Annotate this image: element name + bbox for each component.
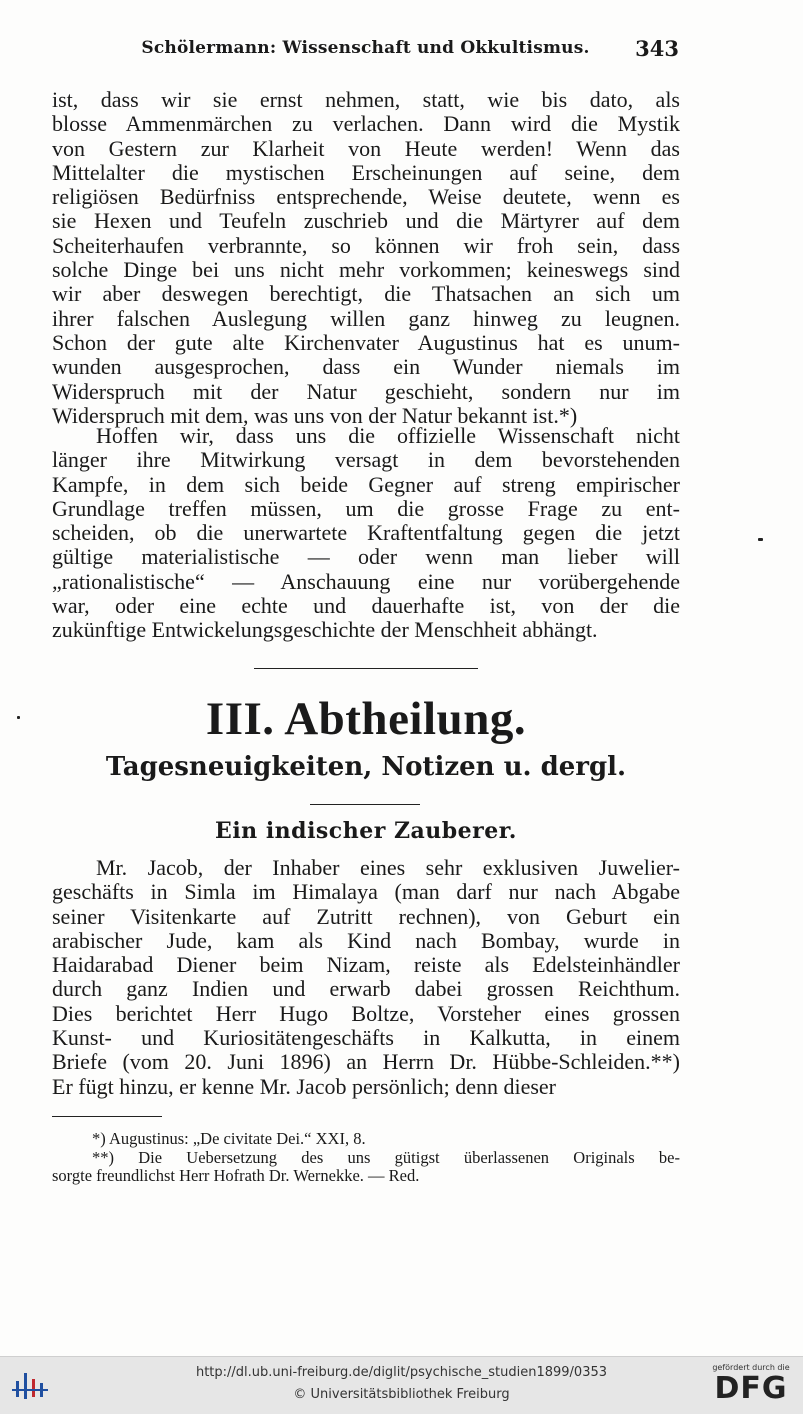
text-line: Hoffen wir, dass uns die offizielle Wissenschaft nicht xyxy=(96,423,680,448)
text-line: zukünftige Entwickelungsgeschichte der Menschheit abhängt. xyxy=(52,617,598,643)
text-line: länger ihre Mitwirkung versagt in dem bevorstehenden xyxy=(52,447,680,473)
text-line: arabischer Jude, kam als Kind nach Bombay, wurde in xyxy=(52,927,680,953)
text-line: blosse Ammenmärchen zu verlachen. Dann wird die Mystik xyxy=(52,111,680,137)
permalink-url[interactable]: http://dl.ub.uni-freiburg.de/diglit/psychische_studien1899/0353 xyxy=(195,1365,608,1380)
text-line: Scheiterhaufen verbrannte, so können wir froh sein, dass xyxy=(52,232,680,258)
text-line: Briefe (vom 20. Juni 1896) an Herrn Dr. Hübbe-Schleiden.**) xyxy=(52,1049,680,1075)
article-title: Ein indischer Zauberer. xyxy=(215,818,517,844)
text-line: durch ganz Indien und erwarb dabei grossen Reichthum. xyxy=(52,976,680,1002)
text-line: Kampfe, in dem sich beide Gegner auf streng empirischer xyxy=(52,471,680,497)
text-line: religiösen Bedürfniss entsprechende, Weise deutete, wenn es xyxy=(52,184,680,210)
footnotes xyxy=(52,1130,680,1186)
text-line: wir aber deswegen berechtigt, die Thatsachen an sich um xyxy=(52,281,680,307)
text-line: ist, dass wir sie ernst nehmen, statt, wie bis dato, als xyxy=(52,87,680,112)
subsection-divider xyxy=(310,804,420,805)
text-line: ihrer falschen Auslegung willen ganz hinweg zu leugnen. xyxy=(52,305,680,331)
text-line: Mittelalter die mystischen Erscheinungen auf seine, dem xyxy=(52,159,680,185)
text-line: Kunst- und Kuriositätengeschäfts in Kalkutta, in einem xyxy=(52,1025,680,1051)
text-line: gültige materialistische — oder wenn man lieber will xyxy=(52,544,680,570)
copyright-notice: © Universitätsbibliothek Freiburg xyxy=(293,1387,510,1402)
text-line: Grundlage treffen müssen, um die grosse Frage zu ent- xyxy=(52,495,680,521)
margin-mark xyxy=(758,538,763,541)
footnote-rule xyxy=(52,1116,162,1117)
section-title: III. Abtheilung. xyxy=(205,693,527,745)
text-line: sie Hexen und Teufeln zuschrieb und die Märtyrer auf dem xyxy=(52,208,680,234)
dfg-logo: DFG xyxy=(714,1371,788,1406)
text-line: war, oder eine echte und dauerhafte ist, von der die xyxy=(52,593,680,619)
text-line: wunden ausgesprochen, dass ein Wunder niemals im xyxy=(52,354,680,380)
footnote: *) Augustinus: „De civitate Dei.“ XXI, 8. xyxy=(92,1129,366,1148)
text-line: Widerspruch mit dem, was uns von der Natur bekannt ist.*) xyxy=(52,402,578,428)
text-line: Schon der gute alte Kirchenvater Augustinus hat es unum- xyxy=(52,329,680,355)
text-line: solche Dinge bei uns nicht mehr vorkommen; keineswegs sind xyxy=(52,257,680,283)
text-line: Widerspruch mit der Natur geschieht, sondern nur im xyxy=(52,378,680,404)
footnote: **) Die Uebersetzung des uns gütigst überlassenen Originals be- xyxy=(92,1147,680,1167)
paragraph-1 xyxy=(52,88,680,428)
text-line: Er fügt hinzu, er kenne Mr. Jacob persönlich; denn dieser xyxy=(52,1073,557,1099)
paragraph-3 xyxy=(52,856,680,1099)
margin-mark xyxy=(17,716,20,719)
section-subtitle: Tagesneuigkeiten, Notizen u. dergl. xyxy=(105,752,627,782)
paragraph-2 xyxy=(52,424,680,643)
text-line: von Gestern zur Klarheit von Heute werden! Wenn das xyxy=(52,135,680,161)
viewer-footer xyxy=(0,1356,803,1414)
page-number: 343 xyxy=(635,36,679,61)
text-line: geschäfts in Simla im Himalaya (man darf nur nach Abgabe xyxy=(52,879,680,905)
footnote: sorgte freundlichst Herr Hofrath Dr. Wernekke. — Red. xyxy=(52,1166,420,1185)
section-divider xyxy=(254,668,478,669)
text-line: Dies berichtet Herr Hugo Boltze, Vorsteher eines grossen xyxy=(52,1000,680,1026)
running-head: Schölermann: Wissenschaft und Okkultismus. xyxy=(141,38,590,58)
text-line: scheiden, ob die unerwartete Kraftentfaltung gegen die jetzt xyxy=(52,520,680,546)
funding-caption: gefördert durch die xyxy=(712,1363,790,1372)
text-line: „rationalistische“ — Anschauung eine nur vorübergehende xyxy=(52,568,680,594)
text-line: seiner Visitenkarte auf Zutritt rechnen), von Geburt ein xyxy=(52,903,680,929)
funding-badge xyxy=(707,1363,795,1411)
text-line: Haidarabad Diener beim Nizam, reiste als Edelsteinhändler xyxy=(52,952,680,978)
text-line: Mr. Jacob, der Inhaber eines sehr exklusiven Juwelier- xyxy=(96,855,680,880)
